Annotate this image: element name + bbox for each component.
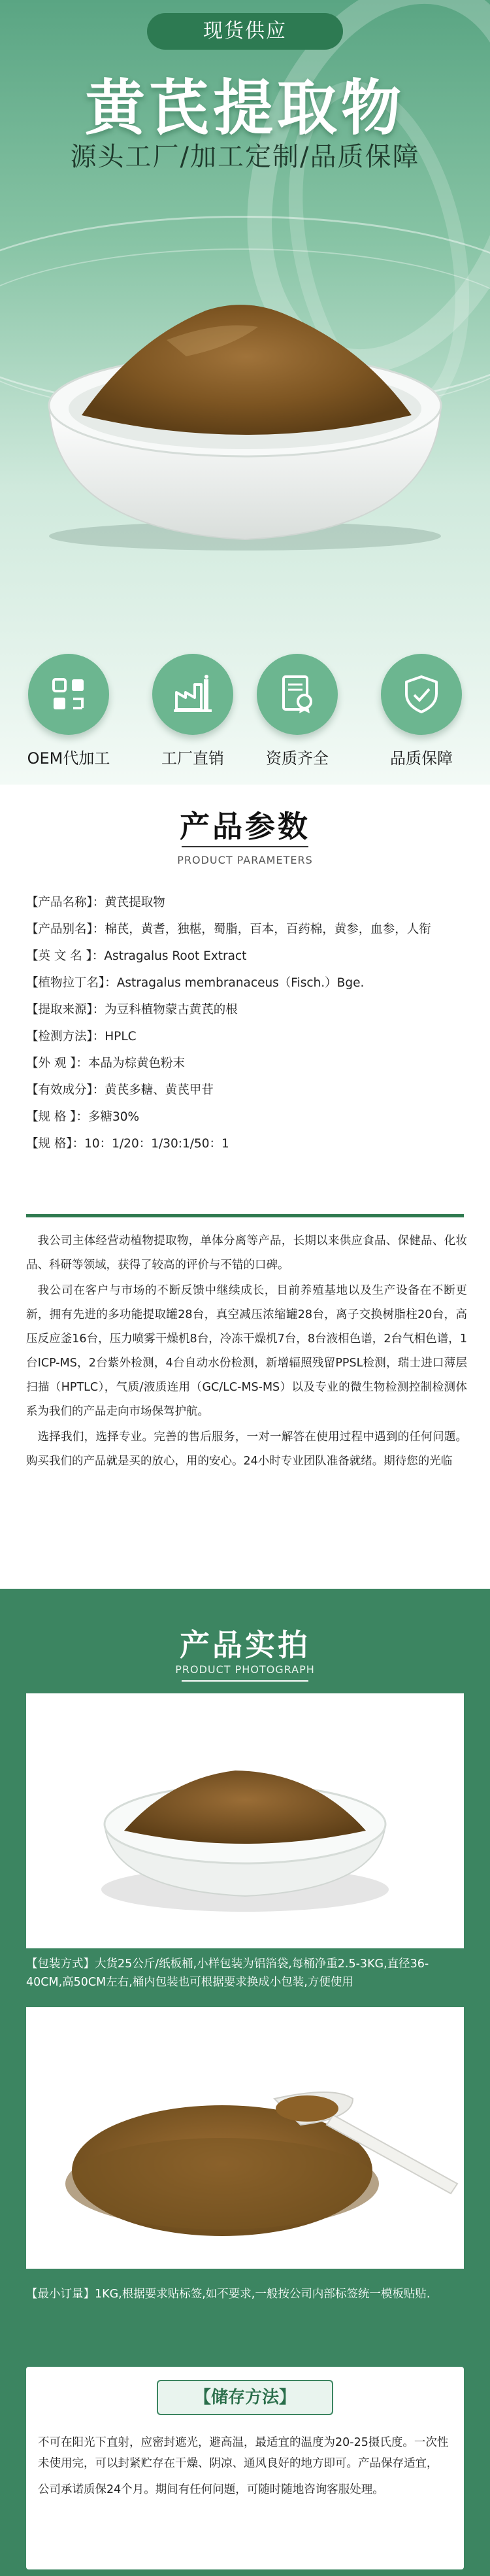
photo-subtitle: PRODUCT PHOTOGRAPH <box>175 1663 315 1676</box>
description-paragraph: 我公司主体经营动植物提取物，单体分离等产品，长期以来供应食品、保健品、化妆品、科研等领域，获得了较高的评价与不错的口碑。 <box>26 1234 467 1272</box>
product-bowl-image <box>36 281 454 556</box>
product-slogan: 源头工厂/加工定制/品质保障 <box>70 142 420 172</box>
feature-icons <box>0 654 490 778</box>
feature-label: OEM代加工 <box>27 749 110 768</box>
storage-line: 公司承诺质保24个月。期间有任何问题，可随时随地咨询客服处理。 <box>38 2483 384 2496</box>
parameter-list <box>26 894 464 1162</box>
feature-oem <box>20 654 118 768</box>
parameter-row: 【规 格】： 10：1/20：1/30:1/50：1 <box>26 1137 229 1151</box>
blocks-icon <box>46 671 91 717</box>
parameter-row: 【产品名称】： 黄芪提取物 <box>26 896 165 909</box>
min-order-caption: 【最小订量】1KG,根据要求贴标签,如不要求,一般按公司内部标签统一模板贴贴. <box>26 2288 431 2301</box>
feature-factory <box>144 654 242 768</box>
company-description <box>26 1229 467 1475</box>
storage-panel <box>26 2367 464 2569</box>
parameter-row: 【产品别名】： 棉芪，黄耆，独椹，蜀脂，百本，百药棉，黄参，血参，人衔 <box>26 923 431 936</box>
description-paragraph: 选择我们，选择专业。完善的售后服务，一对一解答在使用过程中遇到的任何问题。购买我们的产品就是买的放心，用的安心。24小时专业团队准备就绪。期待您的光临 <box>26 1431 467 1468</box>
title-divider <box>182 1680 308 1682</box>
storage-title: 【储存方法】 <box>157 2380 333 2415</box>
parameter-row: 【有效成分】： 黄芪多糖、黄芪甲苷 <box>26 1083 214 1097</box>
feature-label: 品质保障 <box>390 749 453 768</box>
product-title: 黄芪提取物 <box>84 73 405 143</box>
factory-icon <box>170 671 216 717</box>
parameters-title: 产品参数 <box>180 809 310 844</box>
hero-banner <box>0 0 490 785</box>
feature-label: 工厂直销 <box>161 749 224 768</box>
product-photo-spoon <box>26 2007 464 2269</box>
parameters-subtitle: PRODUCT PARAMETERS <box>177 854 313 866</box>
parameter-row: 【提取来源】： 为豆科植物蒙古黄芪的根 <box>26 1003 238 1017</box>
stock-badge: 现货供应 <box>147 13 343 50</box>
feature-label: 资质齐全 <box>266 749 329 768</box>
feature-certificate <box>248 654 346 768</box>
storage-line: 不可在阳光下直射，应密封遮光，避高温，最适宜的温度为20-25摄氏度。一次性未使用完，可以封紧贮存在干燥、阴凉、通风良好的地方即可。产品保存适宜， <box>38 2436 449 2470</box>
storage-text <box>38 2432 452 2505</box>
parameter-row: 【外 观 】： 本品为棕黄色粉末 <box>26 1057 186 1070</box>
parameter-row: 【检测方法】： HPLC <box>26 1030 137 1043</box>
parameter-row: 【植物拉丁名】： Astragalus membranaceus（Fisch.）Bge. <box>26 976 365 990</box>
section-divider <box>26 1214 464 1217</box>
packaging-caption: 【包装方式】大货25公斤/纸板桶,小样包装为铝箔袋,每桶净重2.5-3KG,直径36-40CM,高50CM左右,桶内包装也可根据要求换成小包装,方便使用 <box>26 1957 429 1989</box>
description-paragraph: 我公司在客户与市场的不断反馈中继续成长，目前养殖基地以及生产设备在不断更新，拥有先进的多功能提取罐28台，真空减压浓缩罐28台，离子交换树脂柱20台，高压反应釜16台，压力喷雾干燥机8台，冷冻干燥机7台，8台液相色谱，2台气相色谱，1台ICP-MS，2台紫外检测，4台自动水份检测，新增辐照残留PPSL检测，瑞士进口薄层扫描（HPTLC），气质/液质连用（GC/LC-MS-MS）以及专业的微生物检测控制检测体系为我们的产品走向市场保驾护航。 <box>26 1284 467 1418</box>
feature-guarantee <box>372 654 470 768</box>
parameter-row: 【英 文 名 】： Astragalus Root Extract <box>26 949 247 963</box>
certificate-icon <box>274 671 320 717</box>
shield-icon <box>399 671 444 717</box>
parameter-row: 【规 格 】： 多糖30% <box>26 1110 140 1124</box>
product-photo-bowl <box>26 1693 464 1948</box>
photo-title: 产品实拍 <box>180 1627 310 1663</box>
title-divider <box>182 846 308 847</box>
